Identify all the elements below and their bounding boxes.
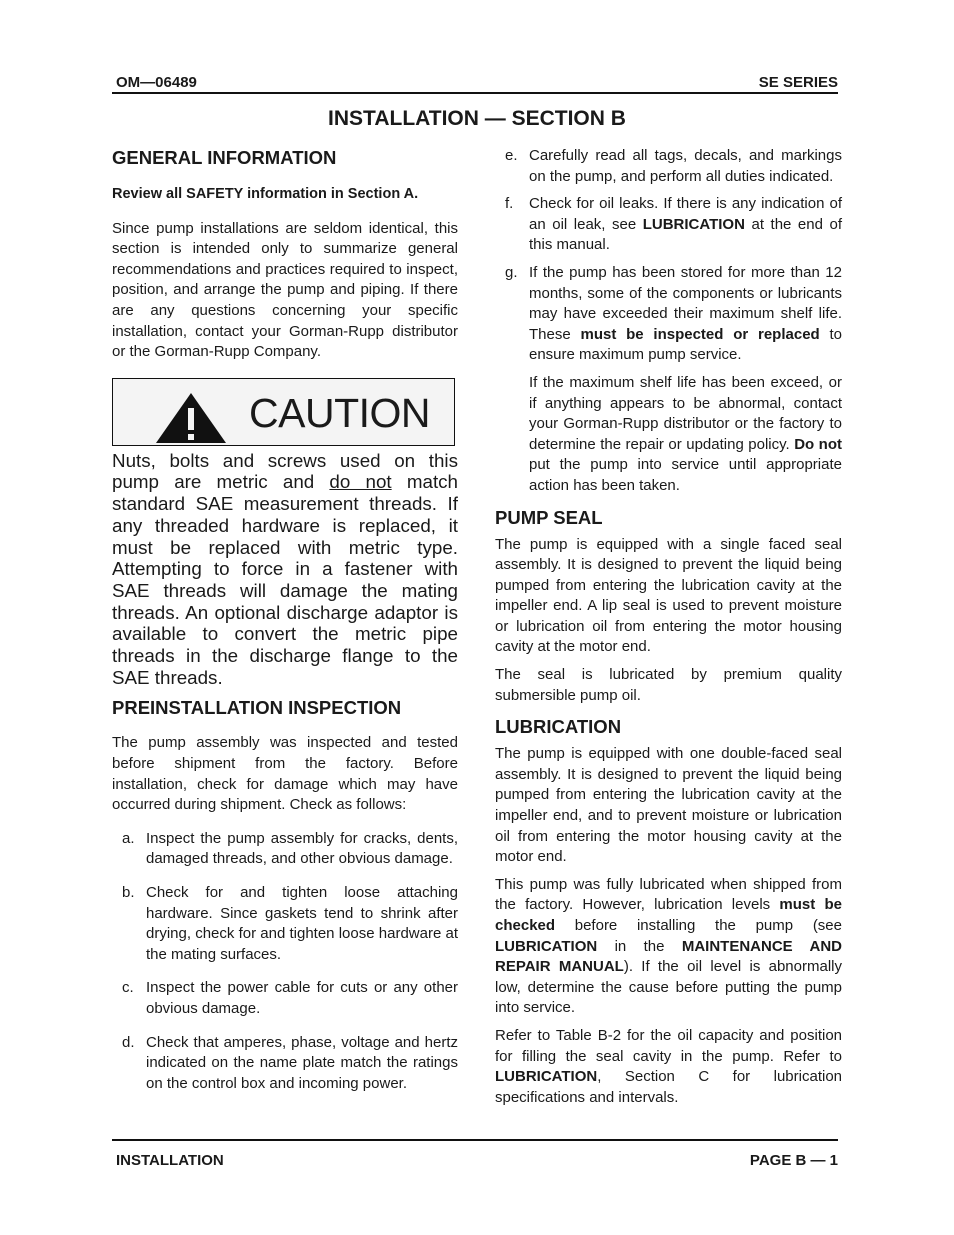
text-part: before installing the pump (see [555, 917, 842, 934]
left-column [112, 146, 458, 1094]
list-item [112, 883, 458, 965]
note-bold: Do not [794, 435, 843, 453]
footer-section-label: INSTALLATION [116, 1152, 224, 1169]
inspection-list [112, 829, 458, 1095]
text-part: Refer to Table B-2 for the oil capacity and position for filling the seal cavity in the pump. Refer to [495, 1026, 842, 1065]
list-item-bold: must be inspected or replaced [580, 325, 820, 343]
preinstallation-paragraph: The pump assembly was inspected and tested before shipment from the factory. Before installation, check for damage which may have occurred during shipment. Check as follows: [112, 734, 458, 814]
list-item [112, 978, 458, 1019]
shelf-life-note [495, 373, 842, 497]
list-item [495, 146, 842, 187]
list-item [495, 263, 842, 366]
list-marker: b. [122, 884, 135, 902]
list-item [112, 829, 458, 870]
document-number: OM—06489 [116, 74, 197, 91]
section-title: INSTALLATION — SECTION B [328, 107, 626, 130]
bold-text: LUBRICATION [495, 937, 598, 955]
lubrication-paragraph [495, 875, 842, 1019]
note-text: put the pump into service until appropriate action has been taken. [529, 456, 842, 494]
list-item-text: If the pump has been stored for more than 12 months, some of the components or lubricants may have exceeded their maximum shelf life. These [529, 263, 842, 343]
inspection-list-continued [495, 146, 842, 366]
caution-text-part: Nuts, bolts and screws used on this pump are metric and [112, 449, 458, 493]
pump-seal-paragraph: The seal is lubricated by premium quality submersible pump oil. [495, 666, 842, 704]
list-marker: c. [122, 979, 134, 997]
list-item-text: at the end of this manual. [529, 215, 842, 254]
text-part: This pump was fully lubricated when shipped from the factory. However, lubrication levels [495, 875, 842, 914]
lubrication-paragraph: The pump is equipped with one double-faced seal assembly. It is designed to prevent the liquid being pumped from entering the lubrication cavity at the impeller end, and to prevent moisture or lubrication oil from entering the motor housing cavity at the motor end. [495, 745, 842, 866]
list-item-text: Check for and tighten loose attaching hardware. Since gaskets tend to shrink after drying, check for and tighten loose hardware at the mating surfaces. [146, 884, 458, 963]
caution-underlined-text: do not [329, 471, 392, 493]
pump-seal-paragraph: The pump is equipped with a single faced seal assembly. It is designed to prevent the liquid being pumped from entering the lubrication cavity at the impeller end. A lip seal is used to prevent moisture or lubrication oil from entering the motor housing cavity at the motor end. [495, 535, 842, 656]
caution-banner [112, 378, 455, 446]
list-marker: a. [122, 829, 135, 847]
bold-text: LUBRICATION [495, 1068, 598, 1086]
list-marker: f. [505, 195, 514, 213]
caution-message [112, 450, 458, 689]
list-marker: e. [505, 147, 518, 164]
list-item-text: Inspect the power cable for cuts or any other obvious damage. [146, 979, 458, 1018]
list-item [112, 1033, 458, 1095]
lubrication-heading: LUBRICATION [495, 716, 622, 738]
series-label: SE SERIES [758, 74, 838, 91]
pump-seal-heading: PUMP SEAL [495, 506, 603, 528]
text-part: ). If the oil level is abnormally low, determine the cause before putting the pump into service. [495, 958, 842, 1017]
text-part: in the [597, 937, 682, 955]
bold-text: must be checked [495, 896, 842, 934]
list-item-text: Check for oil leaks. If there is any indication of an oil leak, see [529, 195, 842, 233]
warning-triangle-icon [154, 391, 228, 443]
preinstallation-heading: PREINSTALLATION INSPECTION [112, 697, 402, 719]
list-item-text: Inspect the pump assembly for cracks, dents, damaged threads, and other obvious damage. [146, 829, 458, 868]
list-item [495, 194, 842, 256]
review-safety-note: Review all SAFETY information in Section A. [112, 186, 419, 202]
caution-label: CAUTION [249, 389, 430, 436]
right-column [495, 146, 842, 1108]
list-item-bold: LUBRICATION [642, 215, 745, 233]
text-part: , Section C for lubrication specifications and intervals. [495, 1068, 842, 1106]
list-marker: g. [505, 263, 518, 281]
list-item-text: to ensure maximum pump service. [529, 325, 843, 364]
lubrication-paragraph [495, 1026, 842, 1108]
list-marker: d. [122, 1033, 135, 1051]
caution-text-part: match standard SAE measurement threads. If any threaded hardware is replaced, it must be replaced with metric type. Attempting to force in a fastener with SAE threads will damage the mating threads. An optional discharge adaptor is available to convert the metric pipe threads in the discharge flange to the SAE threads. [112, 471, 458, 688]
page-number: PAGE B — 1 [749, 1152, 838, 1169]
page-header [112, 74, 838, 94]
list-item-text: Check that amperes, phase, voltage and hertz indicated on the name plate match the ratings on the control box and incoming power. [146, 1033, 458, 1092]
list-item-text: Carefully read all tags, decals, and markings on the pump, and perform all duties indicated. [529, 147, 842, 185]
note-text: If the maximum shelf life has been exceed, or if anything appears to be abnormal, contact your Gorman-Rupp distributor or the factory to determine the repair or updating policy. [529, 373, 842, 453]
general-information-heading: GENERAL INFORMATION [112, 147, 337, 168]
page-footer [112, 1139, 838, 1169]
general-information-paragraph: Since pump installations are seldom identical, this section is intended only to summarize general recommendations and practices required to inspect, position, and arrange the pump and piping. If there are any questions concerning your specific installation, contact your Gorman-Rupp distributor or the Gorman-Rupp Company. [112, 219, 458, 361]
bold-text: MAINTENANCE AND REPAIR MANUAL [495, 937, 842, 976]
